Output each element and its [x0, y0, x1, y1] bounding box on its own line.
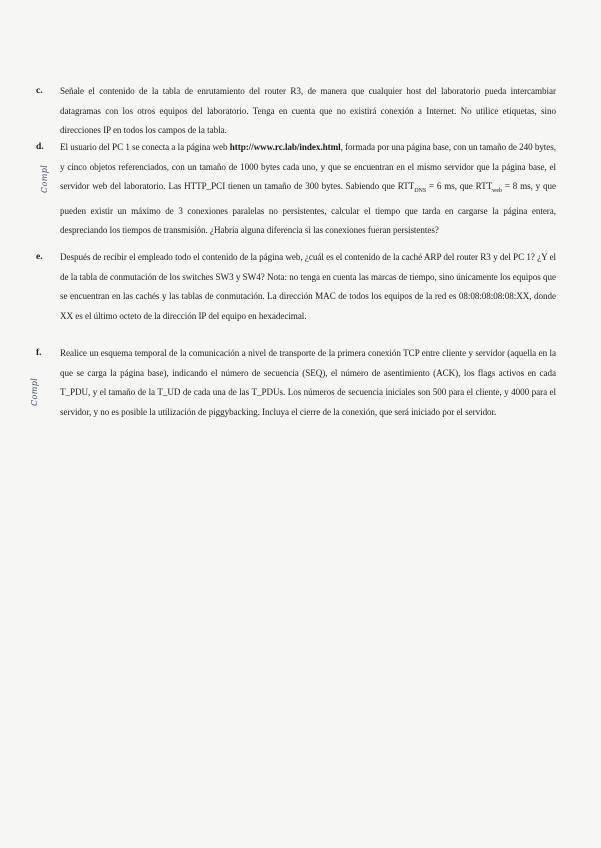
- question-marker: d.: [36, 142, 44, 152]
- handwritten-annotation: Compl: [30, 377, 39, 406]
- question-text: El usuario del PC 1 se conecta a la página web http://www.rc.lab/index.html, formada por una página base, con un tamaño de 240 bytes, y cinco objetos referenciados, con un tamaño de 1000 bytes cada uno, y que se encuentran en el mismo servidor que la página base, el servidor web del laboratorio. Las HTTP_PCI tienen un tamaño de 300 bytes. Sabiendo que $RTT_{DNS} = 6$ ms, que $RTT_{web} = 8$ ms, y que pueden existir un máximo de 3 conexiones paralelas no persistentes, calcular el tiempo que tarda en cargarse la página entera, despreciando los tiempos de transmisión. ¿Habría alguna diferencia si las conexiones fueran persistentes?: [60, 142, 557, 236]
- question-text: Señale el contenido de la tabla de enrutamiento del router R3, de manera que cualquier host del laboratorio pueda intercambiar datagramas con los otros equipos del laboratorio. Tenga en cuenta que no existirá conexión a Internet. No utilice etiquetas, sino direcciones IP en todos los campos de la tabla.: [60, 86, 556, 136]
- question-marker: f.: [36, 348, 42, 358]
- question-text: Realice un esquema temporal de la comunicación a nivel de transporte de la primera conexión TCP entre cliente y servidor (aquella en la que se carga la página base), indicando el número de secuencia (SEQ), el número de asentimiento (ACK), los flags activos en cada T_PDU, y el tamaño de la T_UD de cada una de las T_PDUs. Los números de secuencia iniciales son 500 para el cliente, y 4000 para el servidor, y no es posible la utilización de piggybacking. Incluya el cierre de la conexión, que será iniciado por el servidor.: [60, 348, 556, 417]
- url-link: http://www.rc.lab/index.html: [229, 142, 341, 152]
- question-marker: c.: [36, 86, 43, 96]
- handwritten-annotation: Compl: [40, 164, 49, 193]
- question-marker: e.: [36, 252, 43, 262]
- question-text: Después de recibir el empleado todo el contenido de la página web, ¿cuál es el contenido de la caché ARP del router R3 y del PC 1? ¿Y el de la tabla de conmutación de los switches SW3 y SW4? Nota: no tenga en cuenta las marcas de tiempo, sino únicamente los equipos que se encuentran en las cachés y las tablas de conmutación. La dirección MAC de todos los equipos de la red es 08:08:08:08:08:XX, donde XX es el último octeto de la dirección IP del equipo en hexadecimal.: [60, 252, 556, 321]
